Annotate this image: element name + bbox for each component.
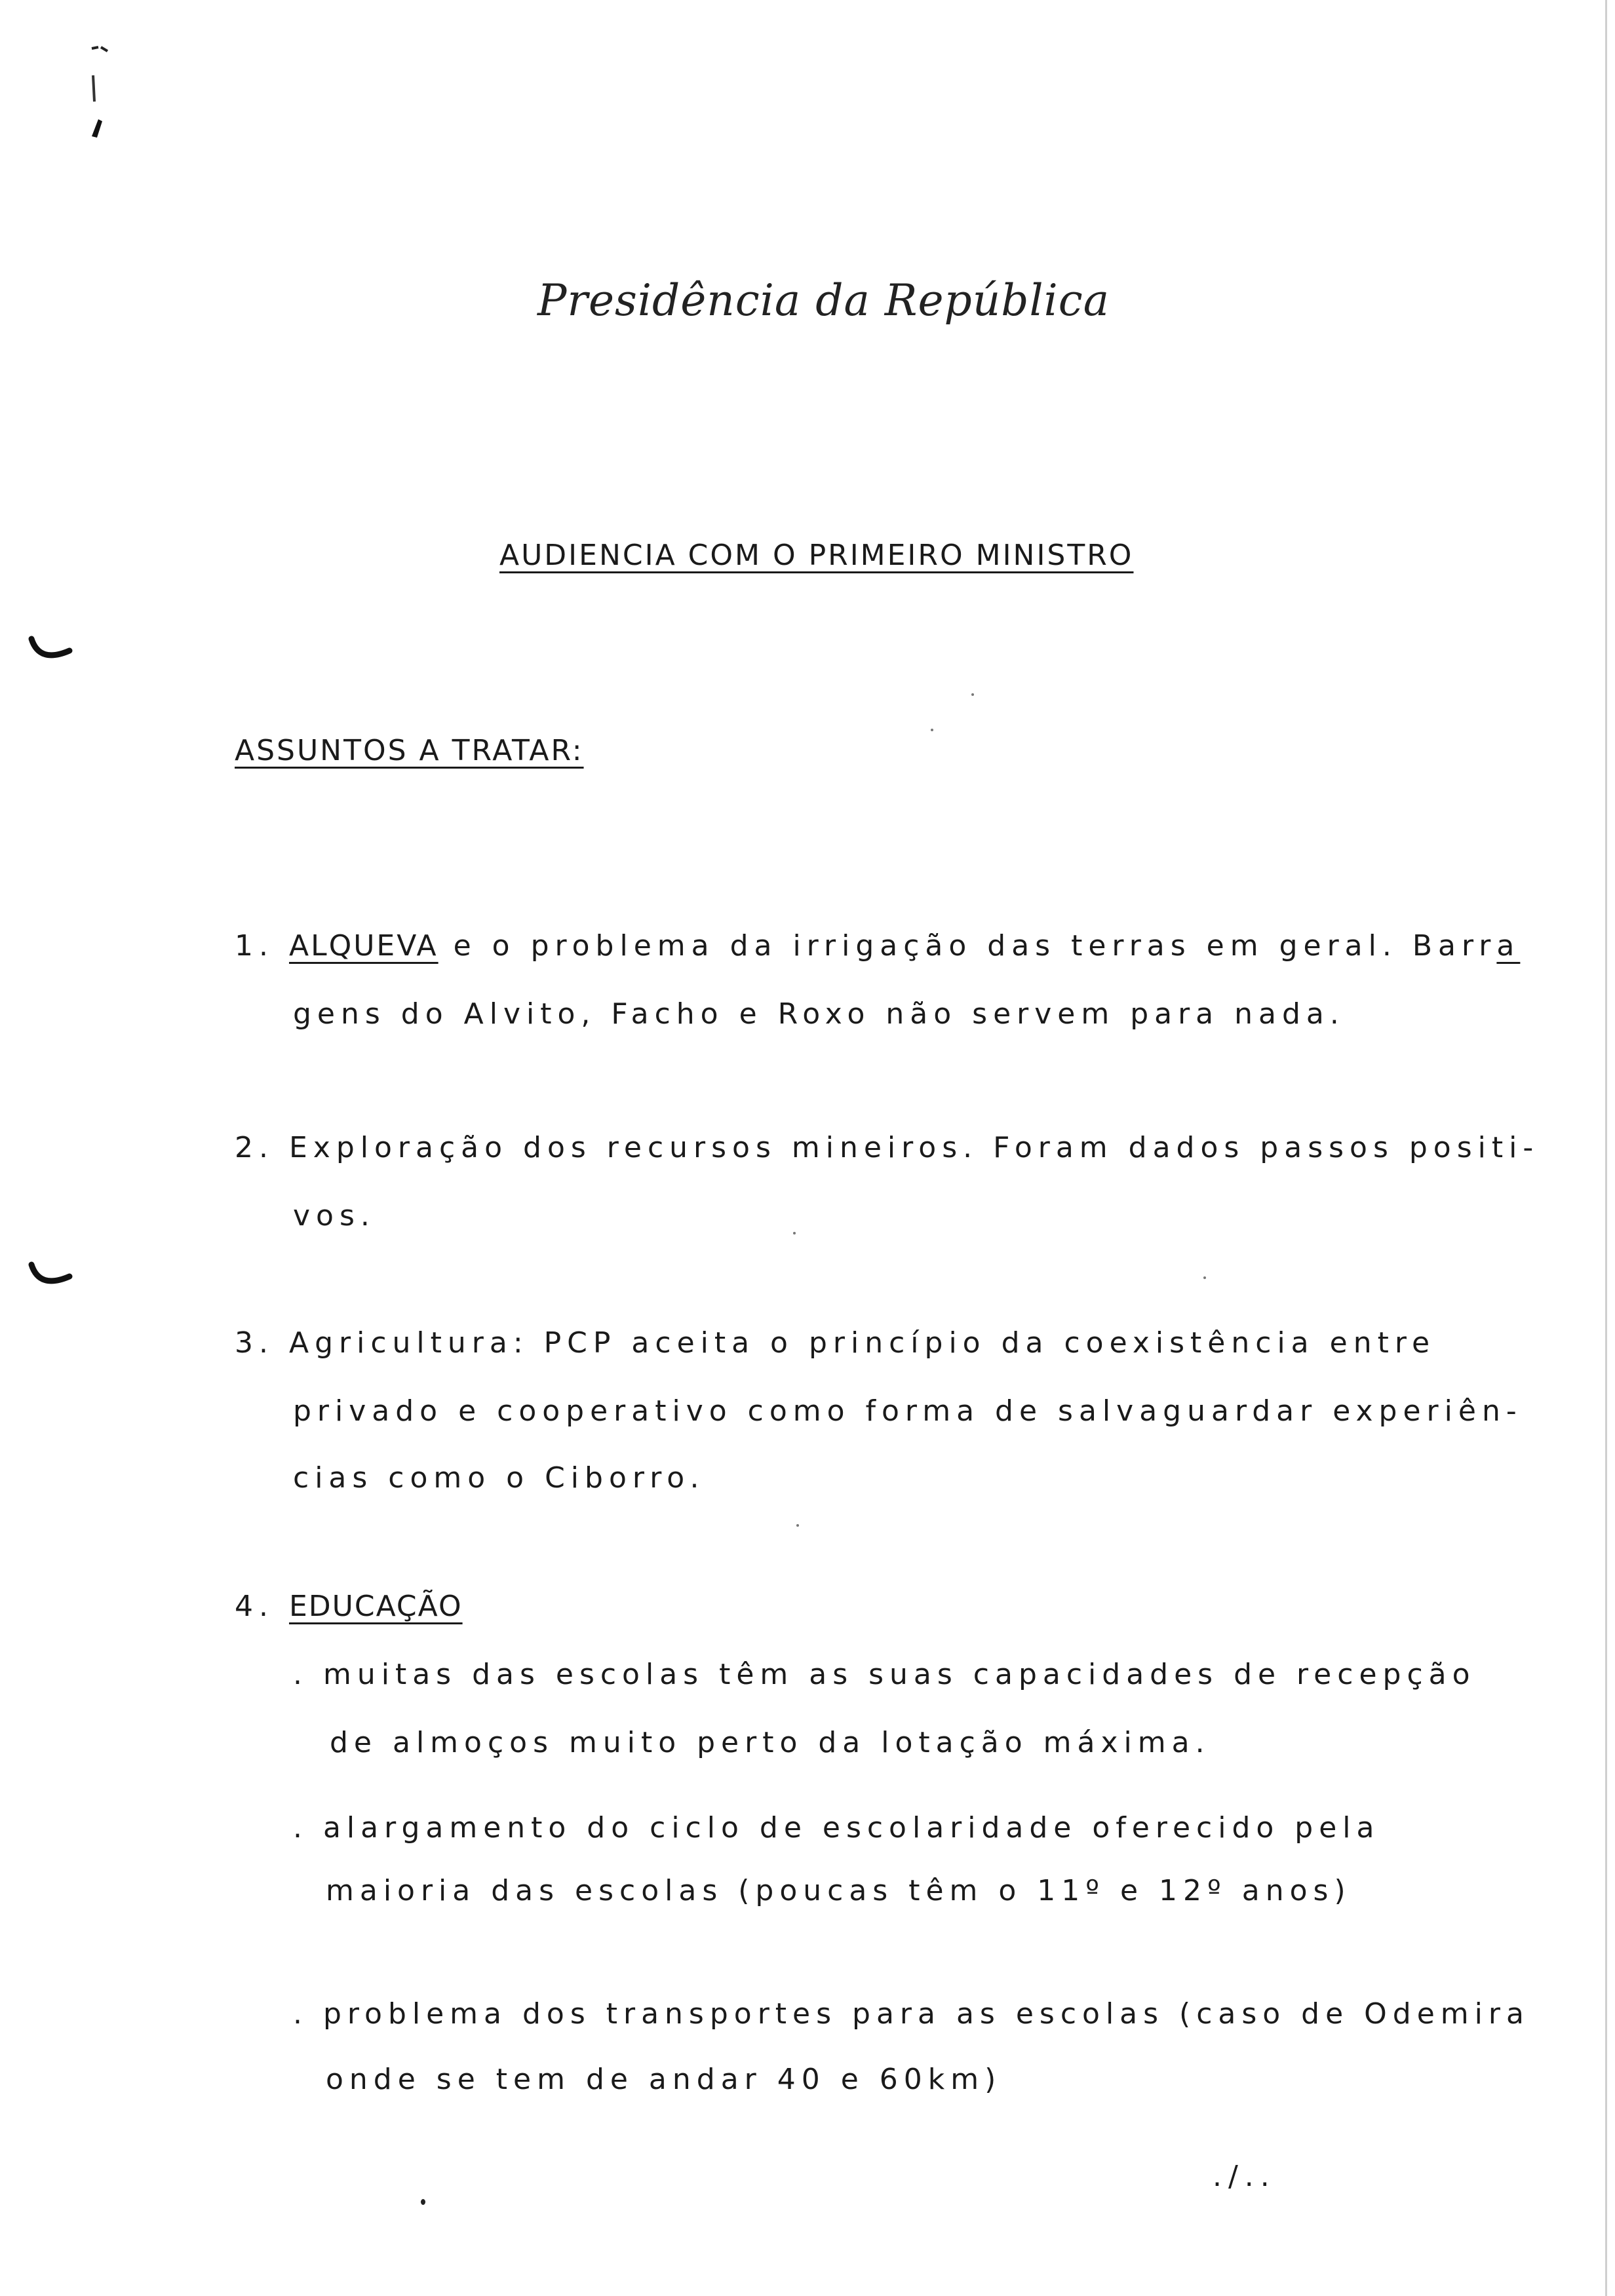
item-3-line-3: cias como o Ciborro. [293, 1461, 705, 1495]
bullet-2-line-2: maioria das escolas (poucas têm o 11º e 12º anos) [326, 1874, 1352, 1907]
item-text-end: a [1496, 929, 1521, 963]
item-number: 3. [235, 1326, 274, 1360]
item-number: 4. [235, 1590, 274, 1623]
continuation-mark: ./.. [1213, 2160, 1276, 2193]
page-title: AUDIENCIA COM O PRIMEIRO MINISTRO [499, 539, 1134, 572]
item-2-line-1 [235, 1131, 1539, 1164]
item-number: 1. [235, 929, 274, 963]
speck [971, 693, 974, 696]
staple-mark-top [79, 39, 125, 144]
bullet-3-line-2: onde se tem de andar 40 e 60km) [326, 2063, 1002, 2096]
page-edge-shadow [1605, 0, 1607, 2296]
speck [1203, 1276, 1206, 1279]
letterhead: Presidência da República [537, 275, 1110, 326]
speck [796, 1524, 799, 1527]
item-text: Exploração dos recursos mineiros. Foram dados passos positi- [288, 1131, 1540, 1164]
bullet-2-line-1: . alargamento do ciclo de escolaridade oferecido pela [293, 1811, 1380, 1845]
speck [793, 1232, 796, 1234]
bullet-1-line-1: . muitas das escolas têm as suas capacidades de recepção [293, 1658, 1476, 1691]
item-2-line-2: vos. [293, 1199, 376, 1233]
punch-hole-mark-2 [26, 1258, 79, 1297]
item-text: e o problema da irrigação das terras em geral. Barr [438, 929, 1497, 963]
bullet-1-line-2: de almoços muito perto da lotação máxima. [330, 1726, 1211, 1759]
speck [421, 2199, 425, 2205]
item-4-heading [235, 1590, 463, 1623]
bullet-3-line-1: . problema dos transportes para as escolas (caso de Odemira [293, 1997, 1530, 2031]
section-heading: ASSUNTOS A TRATAR: [235, 734, 584, 767]
item-keyword: EDUCAÇÃO [288, 1590, 463, 1623]
item-text: Agricultura: PCP aceita o princípio da coexistência entre [288, 1326, 1436, 1360]
item-3-line-1 [235, 1326, 1435, 1360]
item-1-line-1 [235, 929, 1520, 963]
item-keyword: ALQUEVA [288, 929, 438, 963]
item-number: 2. [235, 1131, 274, 1164]
punch-hole-mark-1 [26, 632, 79, 672]
speck [931, 729, 933, 731]
item-3-line-2: privado e cooperativo como forma de salvaguardar experiên- [293, 1394, 1523, 1428]
item-1-line-2: gens do Alvito, Facho e Roxo não servem para nada. [293, 997, 1345, 1031]
